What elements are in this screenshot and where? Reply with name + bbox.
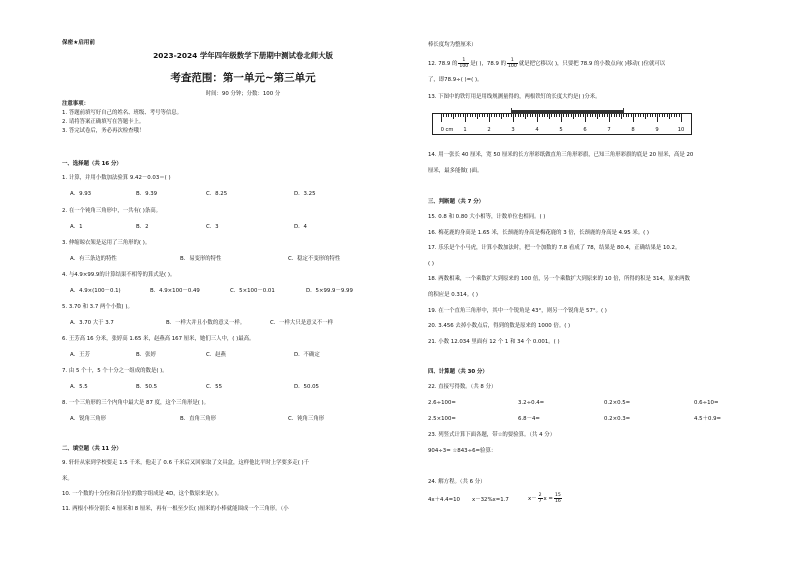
ruler-label: 7 [607,127,611,133]
ruler-tick [671,114,672,117]
ruler-tick [595,114,596,117]
ruler-tick [496,114,497,117]
ruler-tick [477,114,478,119]
section2-heading: 二、填空题（共 11 分） [62,446,122,452]
q8-option-b[interactable]: B．直角三角形 [180,416,217,422]
ruler-tick [479,114,480,117]
ruler-tick [530,114,531,117]
question-12-cont: 了，即78.9÷( )=( )。 [428,77,483,83]
question-23: 23. 列竖式计算下面各题，带☆的要验算。（共 4 分） [428,432,556,438]
ruler-tick [599,114,600,117]
exam-title: 2023-2024 学年四年级数学下册期中测试卷北师大版 [153,51,333,60]
q1-option-d[interactable]: D．3.25 [294,191,316,197]
ruler-label: 1 [463,127,467,133]
q7-option-a[interactable]: A．5.5 [70,384,88,390]
q7-option-c[interactable]: C．55 [206,384,223,390]
ruler-tick [587,114,588,117]
question-1: 1. 计算，并用小数加法验算 9.42－0.03＝( ) [62,175,171,181]
q5-option-a[interactable]: A．3.70 大于 3.7 [70,320,114,326]
ruler-tick [513,114,514,122]
ruler-tick [607,114,608,117]
ruler-label: 2 [487,127,491,133]
ruler-figure [432,113,692,135]
question-11: 11. 两根小棒分别长 4 厘米和 8 厘米，再有一根至少长( )厘米的小棒就能围成一个三角形。（小 [62,506,289,512]
q6-option-a[interactable]: A．王芳 [70,352,90,358]
ruler-label: 4 [535,127,539,133]
ruler-label: 6 [583,127,587,133]
ruler-label: 9 [655,127,659,133]
ruler-tick [511,114,512,117]
section1-heading: 一、选择题（共 16 分） [62,161,122,167]
q4-option-a[interactable]: A．4.9×(100－0.1) [70,288,121,294]
ruler-tick [484,114,485,117]
question-22: 22. 直接写得数。（共 8 分） [428,384,497,390]
ruler-tick [662,114,663,117]
ruler-tick [659,114,660,117]
ruler-tick [571,114,572,117]
question-24: 24. 解方程。（共 6 分） [428,479,486,485]
ruler-tick [674,114,675,117]
ruler-label: 10 [677,127,685,133]
ruler-tick [559,114,560,117]
question-9: 9. 轩轩从家到学校要走 1.5 千米，他走了 0.6 千米后又回家取了文具盒，这样他比平时上学要多走( )千 [62,460,310,466]
ruler-tick [609,114,610,122]
section4-heading: 四、计算题（共 30 分） [428,369,488,375]
question-20: 20. 3.456 去掉小数点后，得到的数是原来的 1000 倍。( ) [428,323,571,329]
q2-option-a[interactable]: A．1 [70,224,83,230]
ruler-tick [592,114,593,117]
fraction: $\frac{1}{100}$ [508,58,517,69]
ruler-tick [554,114,555,117]
calc-item: 2.6÷100= [428,400,456,406]
q2-option-c[interactable]: C．3 [206,224,219,230]
ruler-tick [532,114,533,117]
ruler-tick [635,114,636,117]
question-23-items: 904÷3= ☆843÷6=验算： [428,448,497,454]
ruler-tick [623,114,624,117]
q2-option-b[interactable]: B．2 [136,224,149,230]
question-19: 19. 在一个直角三角形中，其中一个锐角是 43°，则另一个锐角是 57°。( ) [428,308,607,314]
ruler-tick [676,114,677,117]
ruler-tick [443,114,444,117]
ruler-tick [643,114,644,117]
ruler-tick [566,114,567,117]
ruler-tick [453,114,454,119]
question-17: 17. 乐乐是个小马虎，计算小数加法时，把一个加数的 7.8 看成了 78，结果是 80.4，正确结果是 10.2。 [428,245,681,251]
ruler-label: 5 [559,127,563,133]
ruler-tick [631,114,632,117]
question-2: 2. 在一个钝角三角形中，一共有( )条高。 [62,208,162,214]
ruler-tick [597,114,598,119]
ruler-tick [602,114,603,117]
ruler-label: 8 [631,127,635,133]
ruler-tick [611,114,612,117]
question-9-cont: 米。 [62,476,73,482]
ruler-tick [537,114,538,122]
ruler-tick [580,114,581,117]
equation-a: 4x＋4.4=10 [428,497,460,503]
ruler-tick [506,114,507,117]
equation-c: x－ $\frac{2}{7}$ x = $\frac{15}{16}$ [528,493,561,504]
q4-option-c[interactable]: C．5×100－0.01 [230,288,275,294]
equation-b: x－32%x=1.7 [472,497,509,503]
ruler-tick [542,114,543,117]
question-7: 7. 由 5 个十，5 个十分之一组成的数是( )。 [62,368,168,374]
notes-heading: 注意事项： [62,101,89,107]
fraction: $\frac{1}{100}$ [459,58,469,69]
ruler-tick [619,114,620,117]
calc-item: 3.2÷0.4= [518,400,545,406]
ruler-tick [451,114,452,117]
q8-option-a[interactable]: A．锐角三角形 [70,416,107,422]
ruler-tick [679,114,680,117]
ruler-tick [575,114,576,117]
ruler-tick [551,114,552,117]
ruler-tick [578,114,579,117]
q1-option-a[interactable]: A．9.93 [70,191,92,197]
ruler-tick [463,114,464,117]
question-14-cont: 厘米，最多能做( )面。 [428,168,483,174]
ruler-tick [583,114,584,117]
ruler-tick [590,114,591,117]
ruler-tick [470,114,471,117]
time-score: 时间：90 分钟；分数：100 分 [205,91,281,97]
ruler-tick [655,114,656,117]
ruler-tick [515,114,516,117]
ruler-tick [652,114,653,117]
q1-option-b[interactable]: B．9.39 [136,191,158,197]
calc-item: 2.5×100= [428,416,456,422]
right-column [428,0,774,562]
ruler-tick [628,114,629,117]
question-3: 3. 伸缩晾衣架是运用了三角形的( )。 [62,240,151,246]
ruler-tick [458,114,459,117]
ruler-tick [669,114,670,119]
ruler-label: 0 cm [440,127,454,133]
ruler-tick [472,114,473,117]
fraction: $\frac{15}{16}$ [554,493,561,504]
ruler-tick [465,114,466,122]
question-11-cont: 棒长度均为整厘米） [428,42,477,48]
calc-item: 4.5＋0.9= [694,416,722,422]
ruler-tick [568,114,569,117]
question-10: 10. 一个数的十分位和百分位的数字组成是 4D，这个数原来是( )。 [62,491,223,497]
ruler-tick [508,114,509,117]
ruler-tick [489,114,490,122]
q5-option-c[interactable]: C．一样大只是意义不一样 [270,320,334,326]
question-16: 16. 梅花鹿的身高是 1.65 米，长颈鹿的身高是梅花鹿的 3 倍，长颈鹿的身高是 4.95 米。( ) [428,230,650,236]
ruler-tick [494,114,495,117]
note-item: 1. 答题前填写好自己的姓名、班级、考号等信息。 [62,110,183,116]
secret-label: 保密★启用前 [62,40,95,46]
question-21: 21. 小数 12.034 里面有 12 个 1 和 34 个 0.001。( ) [428,339,560,345]
ruler-tick [604,114,605,117]
ruler-tick [563,114,564,117]
ruler-tick [650,114,651,117]
ruler-tick [518,114,519,117]
ruler-tick [556,114,557,117]
ruler-tick [638,114,639,117]
q6-option-c[interactable]: C．赵燕 [206,352,226,358]
ruler-tick [455,114,456,117]
ruler-tick [525,114,526,119]
question-8: 8. 一个三角形的三个内角中最大是 87 度，这个三角形是( )。 [62,400,210,406]
ruler-tick [633,114,634,122]
fraction: $\frac{2}{7}$ [538,493,542,504]
question-15: 15. 0.8 和 0.80 大小相等，计数单位也相同。( ) [428,214,546,220]
question-12: 12. 78.9 的 $\frac{1}{100}$ 是( )，78.9 的 $\frac{1}{100}$ 就是把它移以( )，只要把 78.9 的小数点向( )移动( )位就可以 [428,58,666,69]
question-6: 6. 王芳高 16 分米，张婷高 1.65 米，赵燕高 167 厘米，她们三人中，( )最高。 [62,336,255,342]
q8-option-c[interactable]: C．钝角三角形 [288,416,325,422]
ruler-tick [499,114,500,117]
question-14: 14. 用一张长 40 厘米，宽 50 厘米的长方形彩纸做直角三角形彩旗，已知三角形彩旗的底是 20 厘米，高是 20 [428,152,694,158]
calc-item: 0.2×0.5= [604,400,631,406]
ruler-tick [460,114,461,117]
ruler-tick [523,114,524,117]
ruler-tick [657,114,658,122]
q4-option-b[interactable]: B．4.9×100－0.49 [150,288,200,294]
ruler-tick [616,114,617,117]
question-18-cont: 的积应是 0.314。( ) [428,292,479,298]
ruler-tick [626,114,627,117]
left-column [62,0,416,562]
ruler-tick [467,114,468,117]
q4-option-d[interactable]: D．5×99.9－9.99 [306,288,353,294]
ruler-tick [647,114,648,117]
question-5: 5. 3.70 和 3.7 两个小数( )。 [62,304,133,310]
ruler-tick [621,114,622,119]
question-18: 18. 两数相乘，一个乘数扩大到原来的 100 倍，另一个乘数扩大到原来的 10 倍，所得的积是 314，原来两数 [428,276,690,282]
q7-option-b[interactable]: B．50.5 [136,384,158,390]
calc-item: 0.6÷10= [694,400,719,406]
ruler-tick [539,114,540,117]
ruler-tick [667,114,668,117]
question-13: 13. 下图中的铁钉用是用线规测量得的，两根铁钉的长度大约是( )分米。 [428,94,601,100]
ruler-tick [645,114,646,119]
ruler-tick [664,114,665,117]
ruler-tick [549,114,550,119]
calc-item: 0.2×0.3= [604,416,631,422]
note-item: 3. 答完试卷后，务必再次检查哦！ [62,128,145,134]
ruler-tick [446,114,447,117]
ruler-tick [527,114,528,117]
question-4: 4. 与4.9×99.9的计算结果不相等的算式是( )。 [62,272,176,278]
calc-item: 6.8－4= [518,416,540,422]
note-item: 2. 请将答案正确填写在答题卡上。 [62,119,145,125]
q6-option-d[interactable]: D．不确定 [294,352,320,358]
section3-heading: 三、判断题（共 7 分） [428,199,485,205]
ruler-tick [475,114,476,117]
q1-option-c[interactable]: C．8.25 [206,191,228,197]
q6-option-b[interactable]: B．张婷 [136,352,156,358]
ruler-tick [535,114,536,117]
exam-scope: 考查范围：第一单元~第三单元 [170,72,316,84]
ruler-tick [448,114,449,117]
q2-option-d[interactable]: D．4 [294,224,307,230]
ruler-tick [501,114,502,119]
ruler-tick [547,114,548,117]
ruler-tick [681,114,682,122]
q3-option-b[interactable]: B．易变形的特性 [180,256,222,262]
ruler-tick [573,114,574,119]
ruler-tick [487,114,488,117]
ruler-tick [585,114,586,122]
ruler-tick [561,114,562,122]
ruler-tick [614,114,615,117]
ruler-tick [441,114,442,122]
ruler-label: 3 [511,127,515,133]
q3-option-c[interactable]: C．稳定不变形的特性 [288,256,341,262]
q3-option-a[interactable]: A．有三条边的特性 [70,256,117,262]
ruler-tick [520,114,521,117]
ruler-tick [491,114,492,117]
ruler-tick [544,114,545,117]
ruler-tick [482,114,483,117]
ruler-tick [503,114,504,117]
ruler-tick [640,114,641,117]
question-17-cont: ( ) [428,261,434,267]
q7-option-d[interactable]: D．50.05 [294,384,319,390]
q5-option-b[interactable]: B．一样大并且小数的意义一样。 [166,320,246,326]
